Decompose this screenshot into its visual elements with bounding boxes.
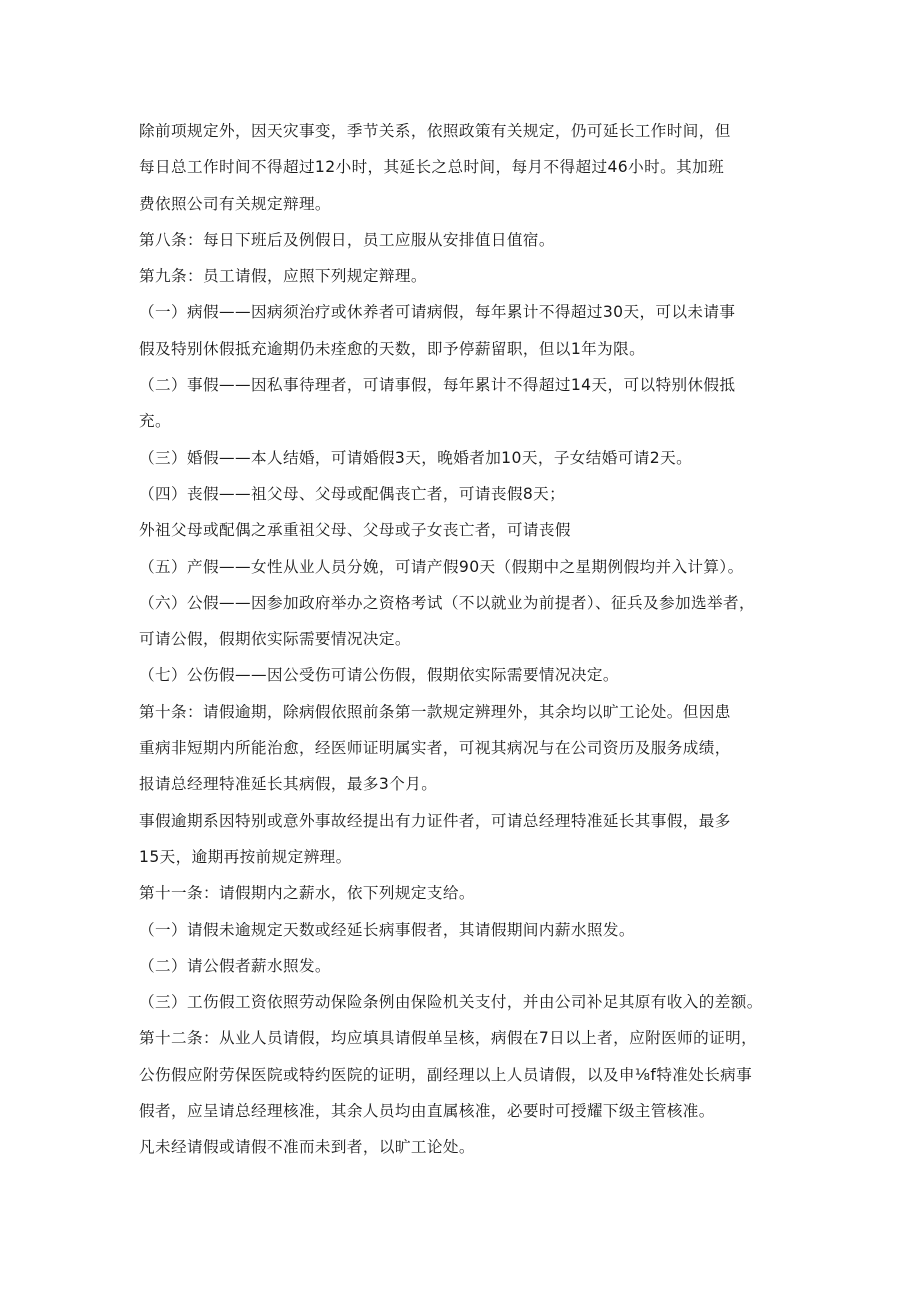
text-line: 费依照公司有关规定辩理。 <box>139 194 331 213</box>
text-line: （一）病假——因病须治疗或休养者可请病假，每年累计不得超过30天，可以未请事 <box>139 303 736 322</box>
text-line: 假及特别休假抵充逾期仍未痊愈的天数，即予停薪留职，但以1年为限。 <box>139 339 646 358</box>
document-body <box>139 113 799 1166</box>
text-line: （三）婚假——本人结婚，可请婚假3天，晚婚者加10天，子女结婚可请2天。 <box>139 448 693 467</box>
text-line: 公伤假应附劳保医院或特约医院的证明，副经理以上人员请假，以及申⅛f特准处长病事 <box>139 1065 753 1084</box>
text-line: 第八条：每日下班后及例假日，员工应服从安排值日值宿。 <box>139 230 555 249</box>
text-line: 第九条：员工请假，应照下列规定辩理。 <box>139 267 427 286</box>
text-line: 事假逾期系因特别或意外事故经提出有力证件者，可请总经理特准延长其事假，最多 <box>139 811 731 830</box>
text-line: 可请公假，假期依实际需要情况决定。 <box>139 630 411 649</box>
text-line: 凡未经请假或请假不准而未到者，以旷工论处。 <box>139 1138 475 1157</box>
text-line: （七）公伤假——因公受伤可请公伤假，假期依实际需要情况决定。 <box>139 666 619 685</box>
text-line: （二）请公假者薪水照发。 <box>139 956 331 975</box>
text-line: 第十二条：从业人员请假，均应填具请假单呈核，病假在7日以上者，应附医师的证明， <box>139 1029 758 1048</box>
text-line: 外祖父母或配偶之承重祖父母、父母或子女丧亡者，可请丧假 <box>139 521 571 540</box>
text-line: 充。 <box>139 412 171 431</box>
text-line: 15天，逾期再按前规定辨理。 <box>139 847 352 866</box>
text-line: 第十一条：请假期内之薪水，依下列规定支给。 <box>139 884 475 903</box>
text-line: 假者，应呈请总经理核准，其余人员均由直属核准，必要时可授耀下级主管核准。 <box>139 1102 715 1121</box>
text-line: 每日总工作时间不得超过12小时，其延长之总时间，每月不得超过46小时。其加班 <box>139 158 725 177</box>
text-line: （六）公假——因参加政府举办之资格考试（不以就业为前提者）、征兵及参加选举者， <box>139 593 755 612</box>
text-line: 重病非短期内所能治愈，经医师证明属实者，可视其病况与在公司资历及服务成绩， <box>139 739 731 758</box>
text-line: （三）工伤假工资依照劳动保险条例由保险机关支付，并由公司补足其原有收入的差额。 <box>139 993 763 1012</box>
text-line: （五）产假——女性从业人员分娩，可请产假90天（假期中之星期例假均并入计算）。 <box>139 557 744 576</box>
text-line: 除前项规定外，因天灾事变，季节关系，依照政策有关规定，仍可延长工作时间，但 <box>139 122 731 140</box>
text-line: （四）丧假——祖父母、父母或配偶丧亡者，可请丧假8天； <box>139 484 566 503</box>
text-line: （二）事假——因私事待理者，可请事假，每年累计不得超过14天，可以特别休假抵 <box>139 376 736 395</box>
text-line: 第十条：请假逾期，除病假依照前条第一款规定辨理外，其余均以旷工论处。但因患 <box>139 702 731 721</box>
text-line: （一）请假未逾规定天数或经延长病事假者，其请假期间内薪水照发。 <box>139 920 635 939</box>
text-line: 报请总经理特准延长其病假，最多3个月。 <box>139 775 438 794</box>
